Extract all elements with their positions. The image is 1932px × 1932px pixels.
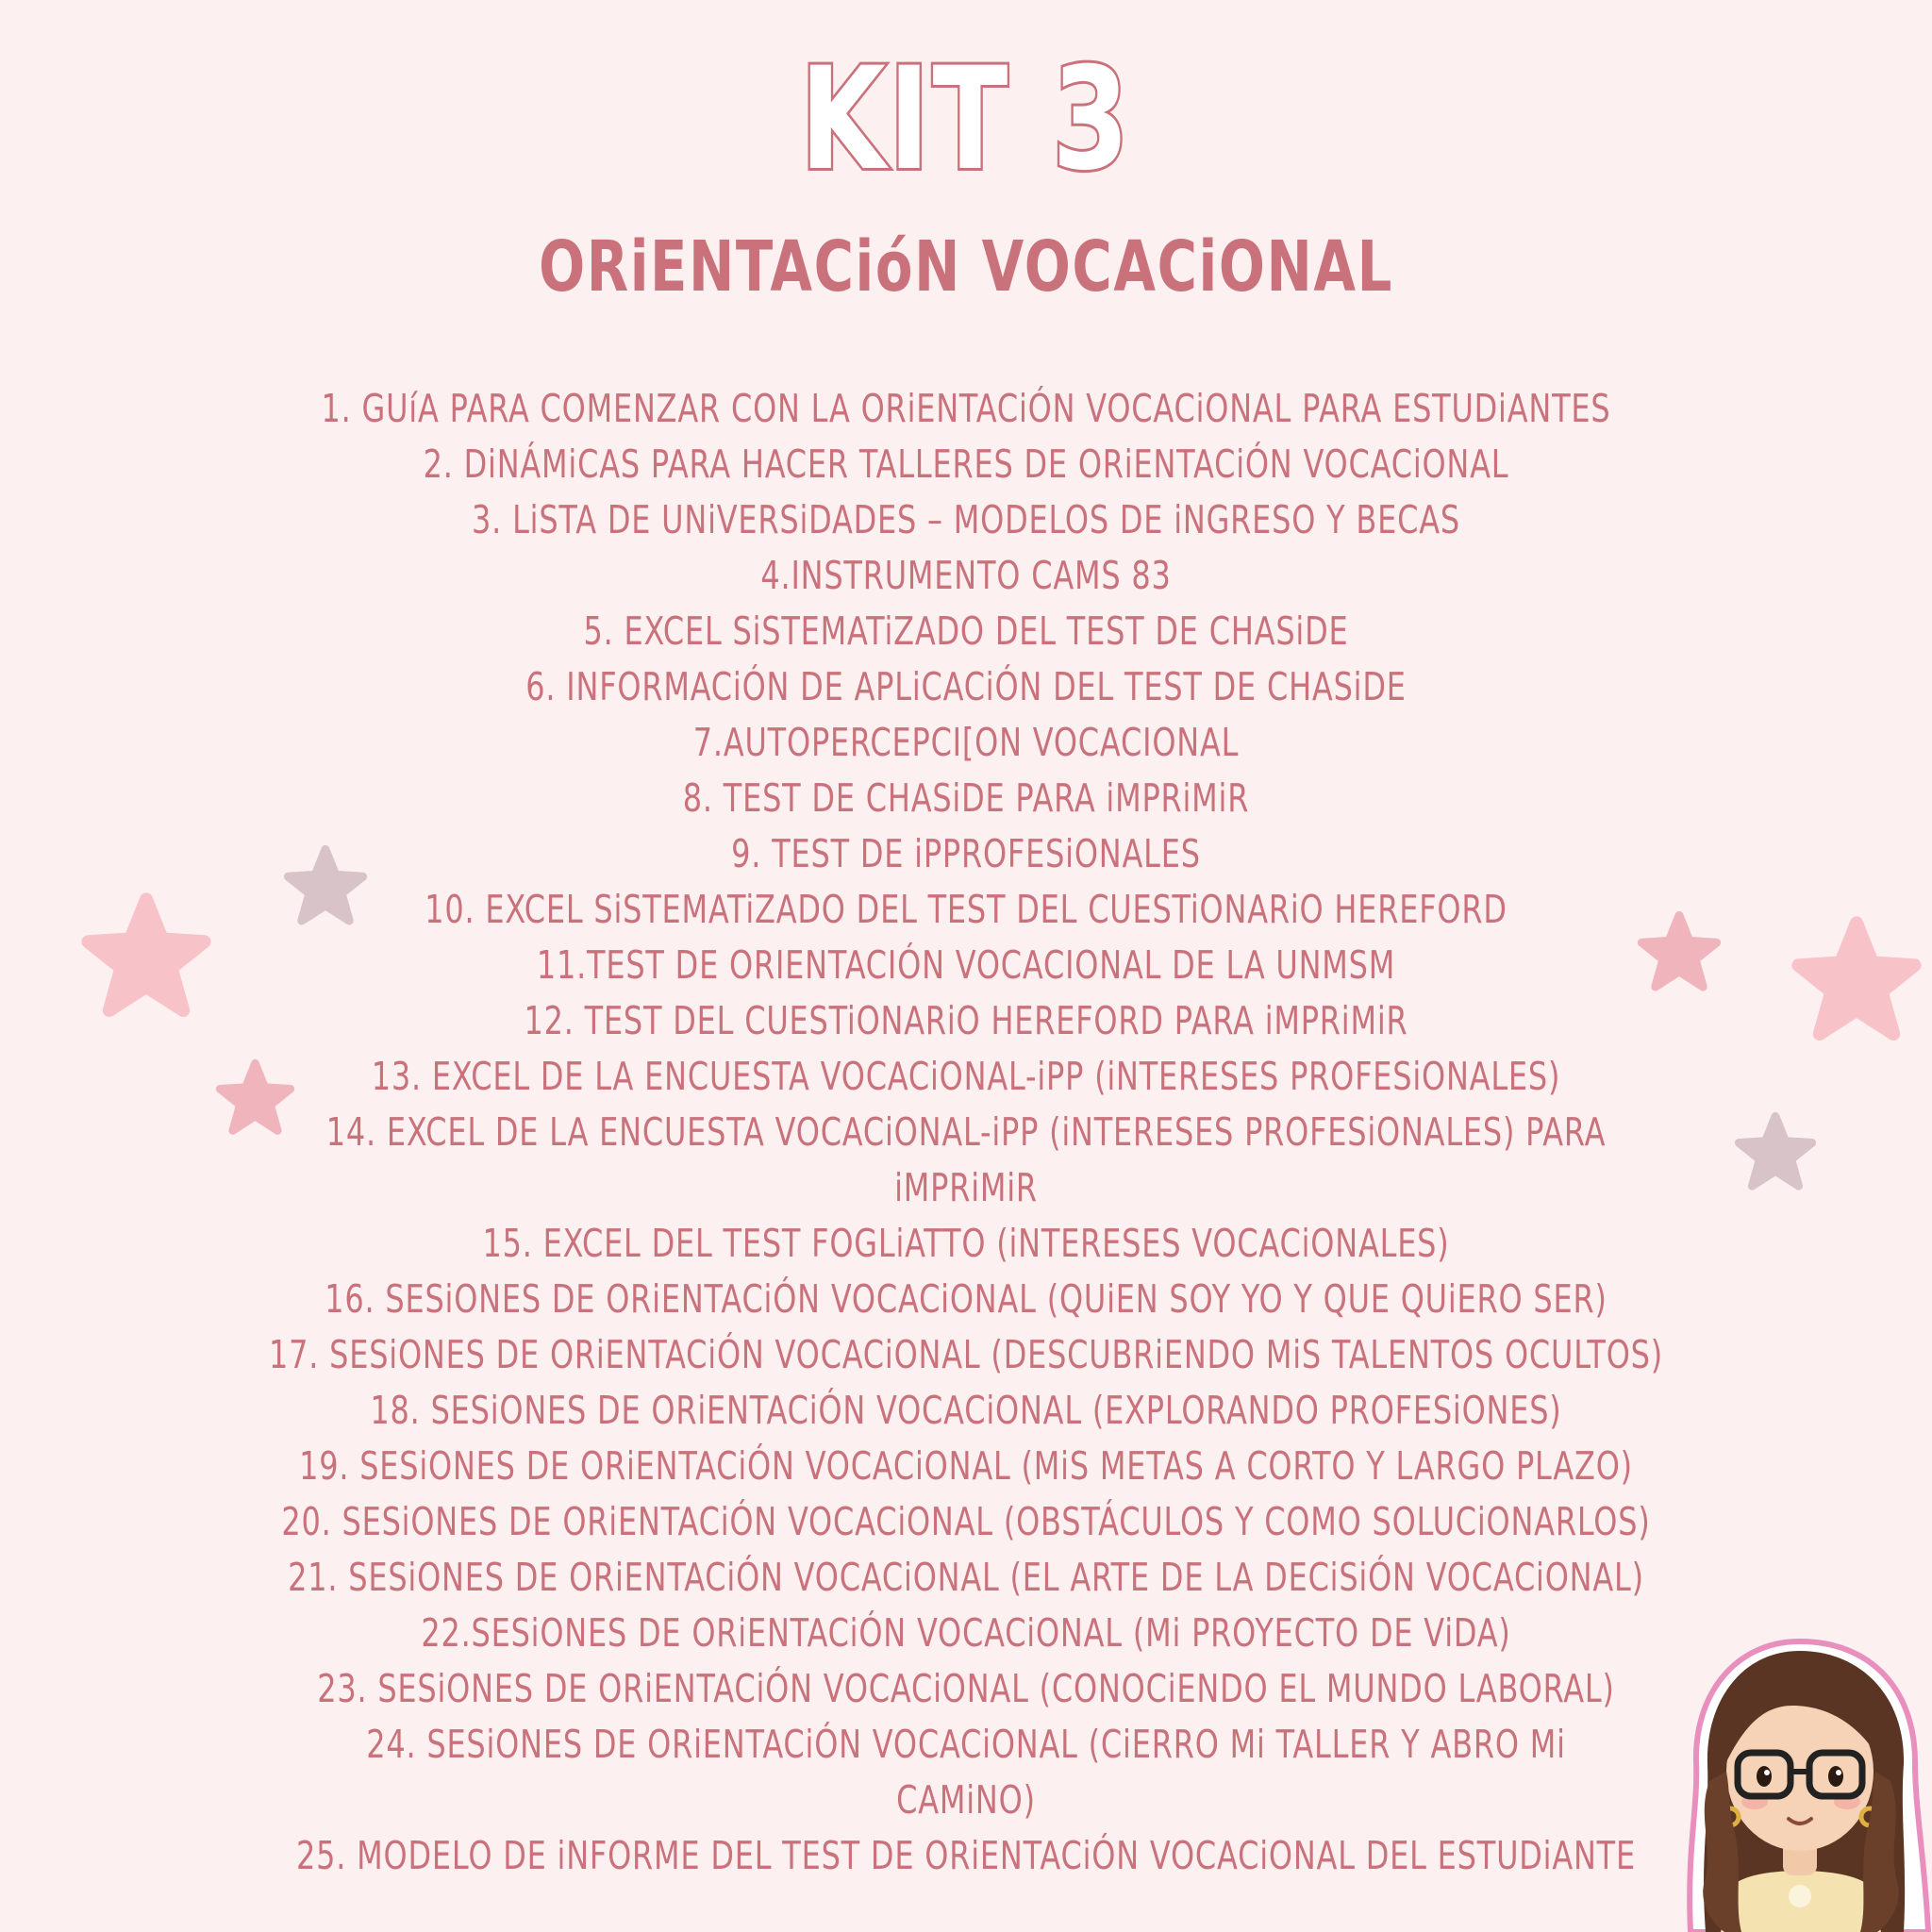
page-subtitle: ORiENTACióN VOCACiONAL [539,226,1393,308]
star-icon [1734,1111,1817,1194]
list-item: iMPRiMiR [894,1165,1038,1210]
list-item: 22.SESiONES DE ORiENTACiÓN VOCACiONAL (Mi PROYECTO DE ViDA) [421,1610,1511,1656]
star-icon [1637,910,1722,995]
page-title: KIT 3 [800,38,1132,202]
list-item: 18. SESiONES DE ORiENTACiÓN VOCACiONAL (EXPLORANDO PROFESiONES) [370,1388,1562,1433]
list-item: 10. EXCEL SiSTEMATiZADO DEL TEST DEL CUESTiONARiO HEREFORD [425,887,1507,932]
star-icon [1790,915,1923,1047]
list-item: 1. GUíA PARA COMENZAR CON LA ORiENTACiÓN VOCACiONAL PARA ESTUDiANTES [321,386,1611,431]
list-item: 5. EXCEL SiSTEMATiZADO DEL TEST DE CHASiDE [583,608,1349,654]
list-item: 6. INFORMACiÓN DE APLiCACiÓN DEL TEST DE CHASiDE [525,664,1407,709]
list-item: 11.TEST DE ORIENTACIÓN VOCACIONAL DE LA UNMSM [536,942,1396,988]
list-item: 21. SESiONES DE ORiENTACiÓN VOCACiONAL (EL ARTE DE LA DECiSiÓN VOCACiONAL) [288,1555,1644,1600]
list-item: 8. TEST DE CHASiDE PARA iMPRiMiR [682,775,1250,821]
list-item: 17. SESiONES DE ORiENTACiÓN VOCACiONAL (DESCUBRiENDO MiS TALENTOS OCULTOS) [268,1332,1664,1377]
avatar [1668,1630,1932,1932]
list-item: 19. SESiONES DE ORiENTACiÓN VOCACiONAL (MiS METAS A CORTO Y LARGO PLAZO) [299,1443,1633,1489]
list-item: 14. EXCEL DE LA ENCUESTA VOCACiONAL-iPP (iNTERESES PROFESiONALES) PARA [325,1109,1607,1155]
list-item: 16. SESiONES DE ORiENTACiÓN VOCACiONAL (QUiEN SOY YO Y QUE QUiERO SER) [325,1276,1607,1322]
list-item: 20. SESiONES DE ORiENTACiÓN VOCACiONAL (OBSTÁCULOS Y COMO SOLUCiONARLOS) [281,1499,1651,1544]
list-item: 25. MODELO DE iNFORME DEL TEST DE ORiENTACiÓN VOCACiONAL DEL ESTUDiANTE [296,1833,1636,1878]
list-item: 15. EXCEL DEL TEST FOGLiATTO (iNTERESES VOCACiONALES) [482,1221,1450,1266]
star-icon [80,891,212,1024]
list-item: 3. LiSTA DE UNiVERSiDADES – MODELOS DE iNGRESO Y BECAS [472,497,1460,542]
star-icon [215,1058,295,1139]
list-item: 2. DiNÁMiCAS PARA HACER TALLERES DE ORiENTACiÓN VOCACiONAL [423,441,1509,487]
list-item: 24. SESiONES DE ORiENTACiÓN VOCACiONAL (CiERRO Mi TALLER Y ABRO Mi [366,1722,1566,1767]
list-item: 9. TEST DE iPPROFESiONALES [731,831,1201,876]
list-item: 13. EXCEL DE LA ENCUESTA VOCACiONAL-iPP (iNTERESES PROFESiONALES) [371,1054,1561,1099]
list-item: 4.INSTRUMENTO CAMS 83 [760,553,1172,598]
list-item: CAMiNO) [896,1777,1036,1823]
list-item: 12. TEST DEL CUESTiONARiO HEREFORD PARA iMPRiMiR [524,998,1408,1043]
list-item: 7.AUTOPERCEPCI[ON VOCACIONAL [692,720,1240,765]
list-item: 23. SESiONES DE ORiENTACiÓN VOCACiONAL (CONOCiENDO EL MUNDO LABORAL) [317,1666,1615,1711]
star-icon [283,844,368,929]
